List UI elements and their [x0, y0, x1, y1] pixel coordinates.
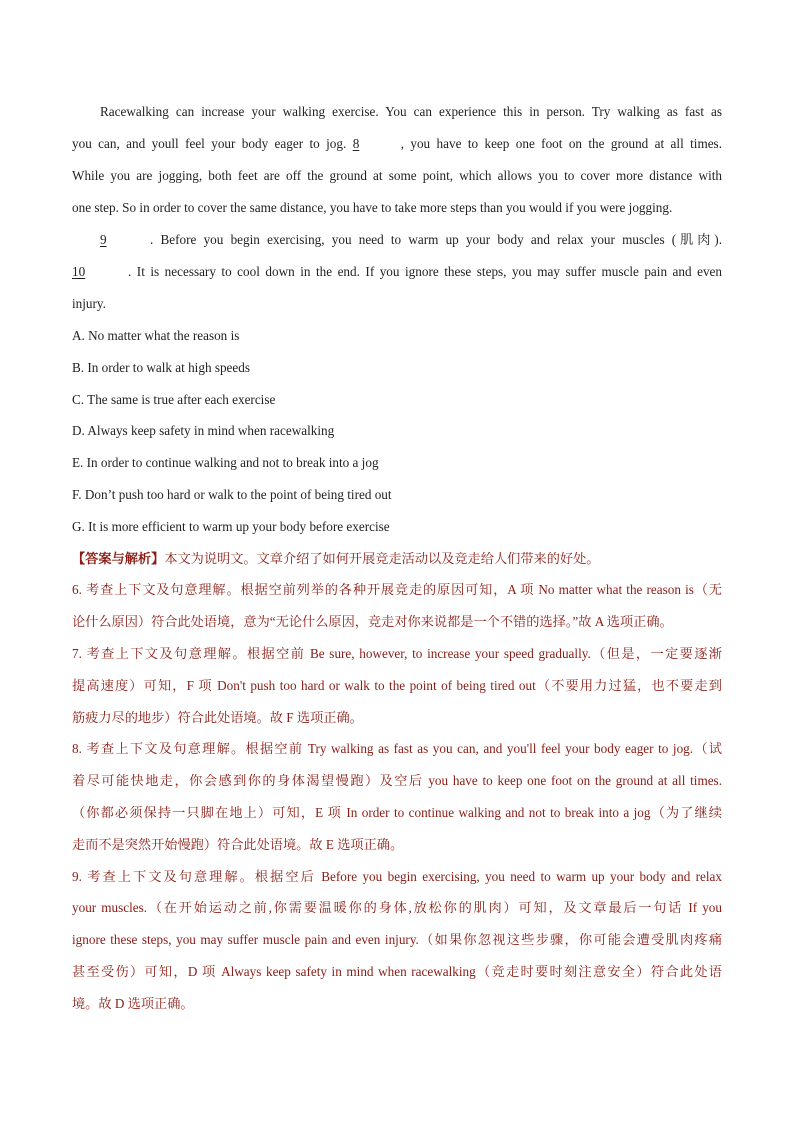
explanation-line: 7. 考查上下文及句意理解。根据空前 Be sure, however, to increase your speed gradually.（但是，一定要逐渐 [72, 645, 722, 661]
answer-label: 【答案与解析】 [72, 550, 165, 566]
passage-line: Racewalking can increase your walking exercise. You can experience this in person. Try walking as fast as [100, 104, 722, 119]
passage-line: 10 . It is necessary to cool down in the end. If you ignore these steps, you may suffer muscle pain and even [72, 256, 722, 288]
passage-line: While you are jogging, both feet are off the ground at some point, which allows you to cover more distance with [72, 168, 722, 183]
blank-9: 9 [100, 232, 107, 247]
explanation-line: 6. 考查上下文及句意理解。根据空前列举的各种开展竞走的原因可知，A 项 No matter what the reason is（无 [72, 582, 722, 598]
answer-intro: 本文为说明文。文章介绍了如何开展竞走活动以及竞走给人们带来的好处。 [164, 550, 600, 566]
explanation-line: 甚至受伤）可知，D 项 Always keep safety in mind when racewalking（竞走时要时刻注意安全）符合此处语 [72, 963, 722, 979]
explanation-line: 9. 考查上下文及句意理解。根据空后 Before you begin exercising, you need to warm up your body and relax [72, 868, 722, 884]
explanation-6 [72, 574, 722, 638]
passage-line: injury. [72, 296, 106, 311]
option-b: B. In order to walk at high speeds [72, 359, 250, 375]
explanation-line: 提高速度）可知，F 项 Don't push too hard or walk to the point of being tired out（不要用力过猛，也不要走到 [72, 677, 722, 693]
option-f: F. Don’t push too hard or walk to the point of being tired out [72, 486, 392, 502]
explanation-line: ignore these steps, you may suffer muscle pain and even injury.（如果你忽视这些步骤，你可能会遭受肌肉疼痛 [72, 932, 722, 948]
explanation-line: 走而不是突然开始慢跑）符合此处语境。故 E 选项正确。 [72, 836, 404, 852]
explanation-line: 着尽可能快地走，你会感到你的身体渴望慢跑）及空后 you have to keep one foot on the ground at all times. [72, 773, 722, 789]
option-d: D. Always keep safety in mind when racewalking [72, 423, 335, 439]
option-g: G. It is more efficient to warm up your body before exercise [72, 518, 390, 534]
explanation-9 [72, 861, 722, 1020]
explanation-line: your muscles.（在开始运动之前,你需要温暖你的身体,放松你的肌肉）可知，及文章最后一句话 If you [72, 900, 722, 916]
explanation-8 [72, 733, 722, 860]
explanation-line: 境。故 D 选项正确。 [72, 995, 194, 1011]
explanation-line: 筋疲力尽的地步）符合此处语境。故 F 选项正确。 [72, 709, 363, 725]
explanation-line: 论什么原因）符合此处语境，意为“无论什么原因，竞走对你来说都是一个不错的选择。”故 A 选项正确。 [72, 614, 673, 630]
blank-10: 10 [72, 264, 86, 279]
blank-8: 8 [352, 136, 360, 151]
passage-line: you can, and youll feel your body eager to jog. 8 , you have to keep one foot on the ground at all times. [72, 128, 722, 160]
passage-line: one step. So in order to cover the same distance, you have to take more steps than you would if you were jogging. [72, 200, 673, 215]
options-list [72, 320, 722, 543]
document-content [72, 96, 722, 1020]
passage-line: 9 . Before you begin exercising, you need to warm up your body and relax your muscles (肌肉). [72, 224, 722, 256]
passage [72, 96, 722, 320]
option-e: E. In order to continue walking and not to break into a jog [72, 455, 379, 471]
answer-heading [72, 543, 722, 575]
explanation-line: （你都必须保持一只脚在地上）可知，E 项 In order to continue walking and not to break into a jog（为了继续 [72, 804, 722, 820]
option-a: A. No matter what the reason is [72, 328, 240, 343]
explanation-7 [72, 638, 722, 733]
explanation-line: 8. 考查上下文及句意理解。根据空前 Try walking as fast as you can, and you'll feel your body eager to jog.（试 [72, 741, 722, 757]
option-c: C. The same is true after each exercise [72, 391, 276, 407]
